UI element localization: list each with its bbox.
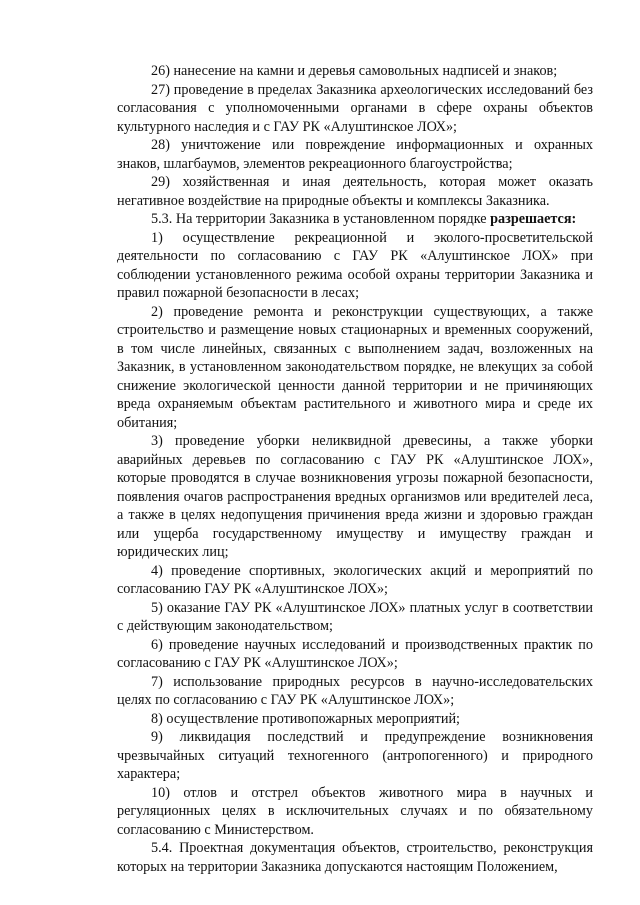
allowed-item-2: 2) проведение ремонта и реконструкции существующих, а также строительство и размещение новых стационарных и временных сооружений, в том числе линейных, связанных с выполнением задач, возложенных на Заказник, в установленном законодательством порядке, не влекущих за собой снижение экологической ценности данной территории и не причиняющих вреда охраняемым объектам растительного и животного мира и среде их обитания; [117,303,593,431]
allowed-item-4: 4) проведение спортивных, экологических акций и мероприятий по согласованию ГАУ РК «Алуштинское ЛОХ»; [117,562,593,597]
section-5-3-heading [117,210,593,229]
allowed-item-10: 10) отлов и отстрел объектов животного мира в научных и регуляционных целях в исключительных случаях и по обязательному согласованию с Министерством. [117,784,593,838]
section-5-3-text: 5.3. На территории Заказника в установленном порядке [151,211,491,227]
allowed-item-6: 6) проведение научных исследований и производственных практик по согласованию с ГАУ РК «Алуштинское ЛОХ»; [117,636,593,671]
document-body [117,62,593,876]
allowed-item-9: 9) ликвидация последствий и предупреждение возникновения чрезвычайных ситуаций техногенного (антропогенного) и природного характера; [117,729,593,782]
allowed-item-8: 8) осуществление противопожарных мероприятий; [151,710,460,727]
allowed-item-5: 5) оказание ГАУ РК «Алуштинское ЛОХ» платных услуг в соответствии с действующим законодательством; [117,599,593,634]
paragraph-item-28: 28) уничтожение или повреждение информационных и охранных знаков, шлагбаумов, элементов рекреационного благоустройства; [117,137,593,172]
allowed-item-1: 1) осуществление рекреационной и эколого-просветительской деятельности по согласованию с ГАУ РК «Алуштинское ЛОХ» при соблюдении установленного режима особой охраны территории Заказника и правил пожарной безопасности в лесах; [117,229,593,301]
paragraph-item-26: 26) нанесение на камни и деревья самовольных надписей и знаков; [151,63,558,79]
paragraph-item-29: 29) хозяйственная и иная деятельность, которая может оказать негативное воздействие на природные объекты и комплексы Заказника. [117,174,593,209]
allowed-item-3: 3) проведение уборки неликвидной древесины, а также уборки аварийных деревьев по согласованию с ГАУ РК «Алуштинское ЛОХ», которые проводятся в случае возникновения угрозы пожарной безопасности, появления очагов распространения вредных организмов или вредителей леса, а также в целях недопущения причинения вреда жизни и здоровью граждан или ущерба государственному имуществу и имуществу граждан и юридических лиц; [117,433,593,560]
section-5-3-bold: разрешается: [490,211,577,227]
paragraph-item-27: 27) проведение в пределах Заказника археологических исследований без согласования с уполномоченными органами в сфере охраны объектов культурного наследия и с ГАУ РК «Алуштинское ЛОХ»; [117,81,593,135]
section-5-4-text: 5.4. Проектная документация объектов, строительство, реконструкция которых на территории Заказника допускаются настоящим Положением, [117,840,593,875]
allowed-item-7: 7) использование природных ресурсов в научно-исследовательских целях по согласованию с ГАУ РК «Алуштинское ЛОХ»; [117,673,593,708]
